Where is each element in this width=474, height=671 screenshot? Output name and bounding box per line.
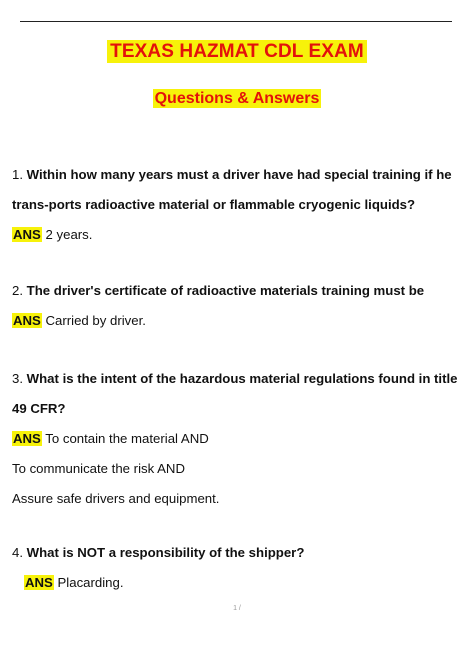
question-number: 4.: [12, 545, 23, 560]
answer-text: Carried by driver.: [45, 313, 146, 328]
question-4-text: [12, 538, 464, 568]
document-title-block: [0, 41, 474, 63]
answer-continuation: To communicate the risk AND: [12, 461, 185, 476]
answer-text: Placarding.: [57, 575, 124, 590]
page-number: 1 /: [233, 605, 241, 612]
answer-tag: ANS: [13, 227, 41, 242]
question-3-text: [12, 364, 464, 424]
document-subtitle-block: [0, 90, 474, 108]
answer-tag: ANS: [13, 313, 41, 328]
question-text: What is NOT a responsibility of the shipper?: [26, 545, 305, 560]
question-text: The driver's certificate of radioactive materials training must be: [26, 283, 425, 298]
question-number: 3.: [12, 371, 23, 386]
question-2: [12, 276, 464, 336]
question-2-text: [12, 276, 464, 306]
question-1-text: [12, 160, 464, 220]
answer-line: [12, 220, 464, 250]
answer-text: To contain the material AND: [45, 431, 209, 446]
answer-text: 2 years.: [45, 227, 93, 242]
question-text: What is the intent of the hazardous material regulations found in title 49 CFR?: [12, 371, 458, 416]
header-rule: [20, 21, 452, 22]
question-3: [12, 364, 464, 514]
question-4: [12, 538, 464, 598]
question-number: 1.: [12, 167, 23, 182]
answer-continuation: Assure safe drivers and equipment.: [12, 491, 220, 506]
answer-line: [12, 306, 464, 336]
answer-tag: ANS: [13, 431, 41, 446]
document-subtitle: Questions & Answers: [154, 90, 320, 107]
answer-line: [12, 424, 464, 454]
question-text: Within how many years must a driver have had special training if he trans-ports radioactive material or flammable cryogenic liquids?: [12, 167, 452, 212]
answer-line: [12, 568, 464, 598]
answer-tag: ANS: [25, 575, 53, 590]
question-number: 2.: [12, 283, 23, 298]
question-1: [12, 160, 464, 250]
document-title: TEXAS HAZMAT CDL EXAM: [107, 40, 367, 63]
